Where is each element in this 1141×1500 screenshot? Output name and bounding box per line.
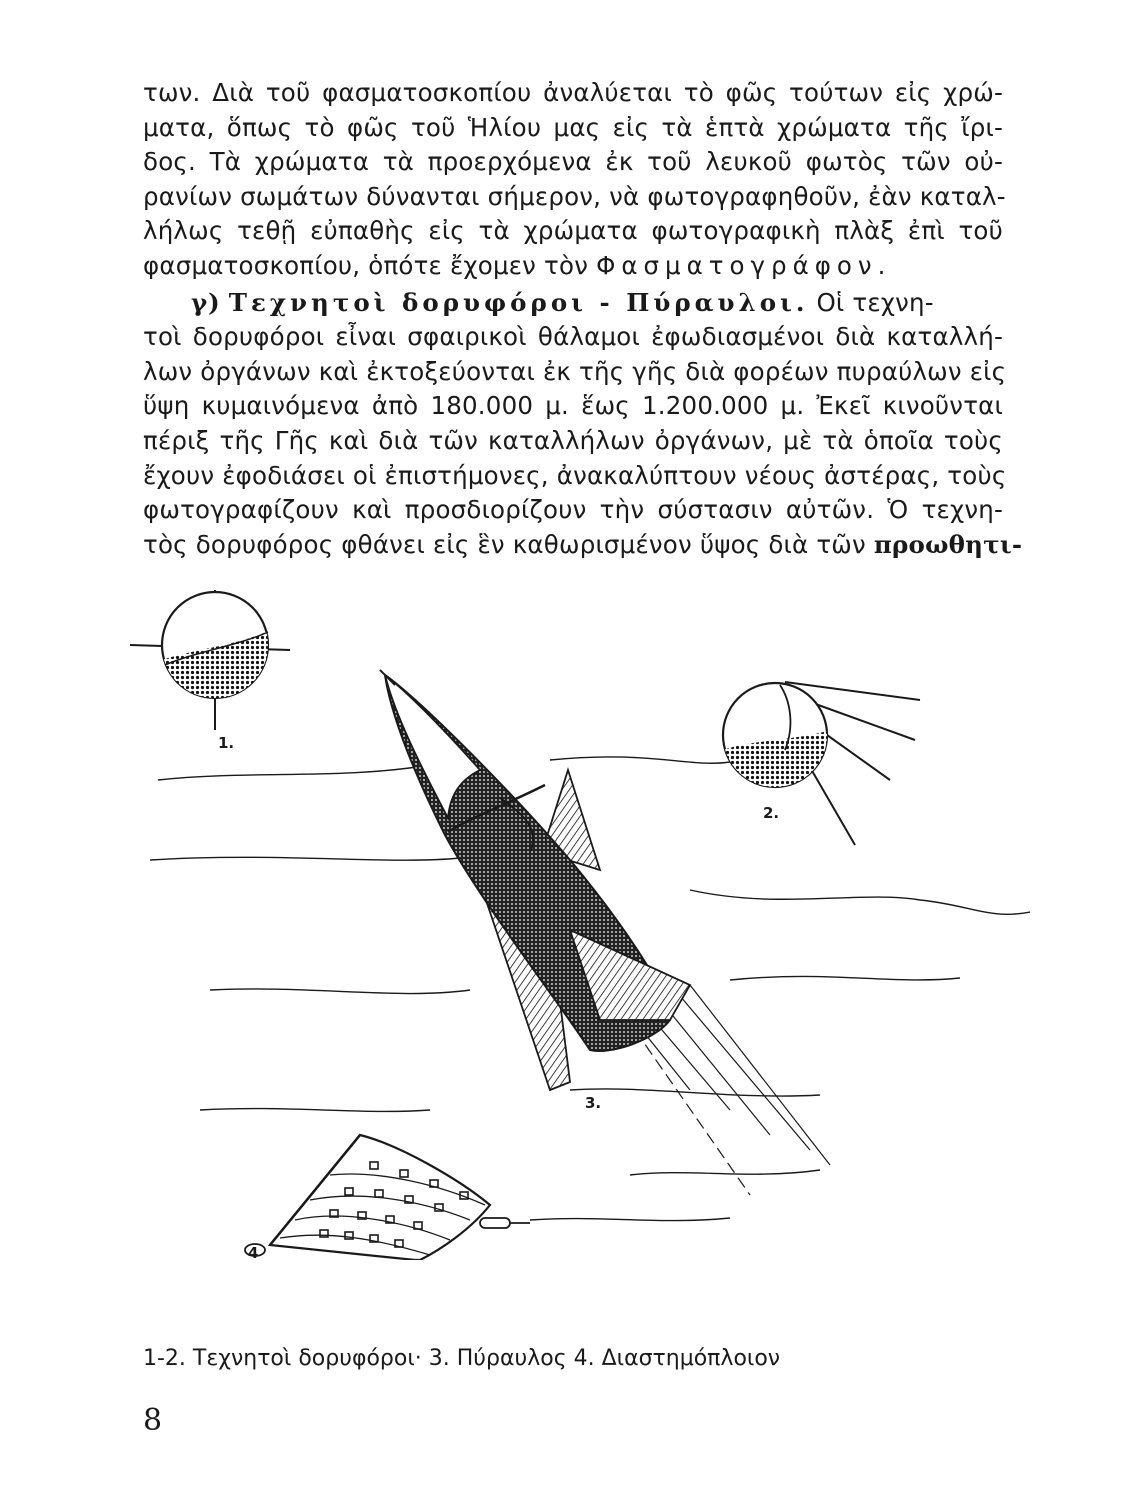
- text-line: ἔχουν ἐφοδιάσει οἱ ἐπιστήμονες, ἀνακαλύπτουν νέους ἀστέρας, τοὺς: [143, 460, 1007, 490]
- text-line: τοὶ δορυφόροι εἶναι σφαιρικοὶ θάλαμοι ἐφωδιασμένοι διὰ καταλλή-: [143, 322, 1003, 352]
- text-fragment: Οἱ τεχνη-: [816, 287, 934, 317]
- spaceship-illustration: [245, 1135, 530, 1260]
- figure-caption: 1-2. Τεχνητοὶ δορυφόροι· 3. Πύραυλος 4. Διαστημόπλοιον: [143, 1346, 781, 1371]
- text-line: λων ὀργάνων καὶ ἐκτοξεύονται ἐκ τῆς γῆς διὰ φορέων πυραύλων εἰς: [143, 356, 1007, 386]
- text-line: ρανίων σωμάτων δύνανται σήμερον, νὰ φωτογραφηθοῦν, ἐὰν καταλ-: [143, 181, 1006, 211]
- satellite-2-illustration: [723, 682, 920, 845]
- figure-label-2: 2.: [763, 804, 780, 822]
- figure-label-4: 4: [248, 1244, 259, 1260]
- text-line: ματα, ὅπως τὸ φῶς τοῦ Ἡλίου μας εἰς τὰ ἑπτὰ χρώματα τῆς ἴρι-: [143, 112, 1003, 142]
- text-line: [143, 249, 1003, 284]
- text-line: πέριξ τῆς Γῆς καὶ διὰ τῶν καταλλήλων ὀργάνων, μὲ τὰ ὁποῖα τοὺς: [143, 425, 1003, 455]
- section-heading: Τεχνητοὶ δορυφόροι - Πύραυλοι.: [228, 287, 809, 317]
- text-fragment: τὸς δορυφόρος φθάνει εἰς ἓν καθωρισμένον ὕψος διὰ τῶν: [143, 529, 866, 559]
- text-line: φωτογραφίζουν καὶ προσδιορίζουν τὴν σύστασιν αὐτῶν. Ὁ τεχνη-: [143, 495, 1003, 525]
- page-number: 8: [143, 1403, 163, 1438]
- body-text: [143, 76, 1023, 562]
- section-heading-line: [143, 286, 1003, 321]
- satellite-1-illustration: [130, 590, 290, 752]
- text-line: δος. Τὰ χρώματα τὰ προερχόμενα ἐκ τοῦ λευκοῦ φωτὸς τῶν οὐ-: [143, 147, 1003, 177]
- text-line: ὕψη κυμαινόμενα ἀπὸ 180.000 μ. ἕως 1.200.000 μ. Ἐκεῖ κινοῦνται: [143, 391, 1003, 421]
- figure-label-3: 3.: [585, 1094, 602, 1112]
- text-fragment: φασματοσκοπίου, ὁπότε ἔχομεν τὸν: [143, 250, 589, 280]
- space-illustration: [130, 590, 1030, 1260]
- text-line: [143, 528, 1023, 563]
- figure-label-1: 1.: [218, 734, 235, 752]
- text-line: των. Διὰ τοῦ φασματοσκοπίου ἀναλύεται τὸ φῶς τούτων εἰς χρώ-: [143, 78, 1003, 107]
- emphasized-term: Φασματογράφον.: [596, 250, 892, 280]
- text-line: λήλως τεθῇ εὐπαθὴς εἰς τὰ χρώματα φωτογραφικὴ πλὰξ ἐπὶ τοῦ: [143, 216, 1003, 246]
- bold-word: προωθητι-: [873, 529, 1023, 559]
- section-marker: γ): [191, 287, 221, 317]
